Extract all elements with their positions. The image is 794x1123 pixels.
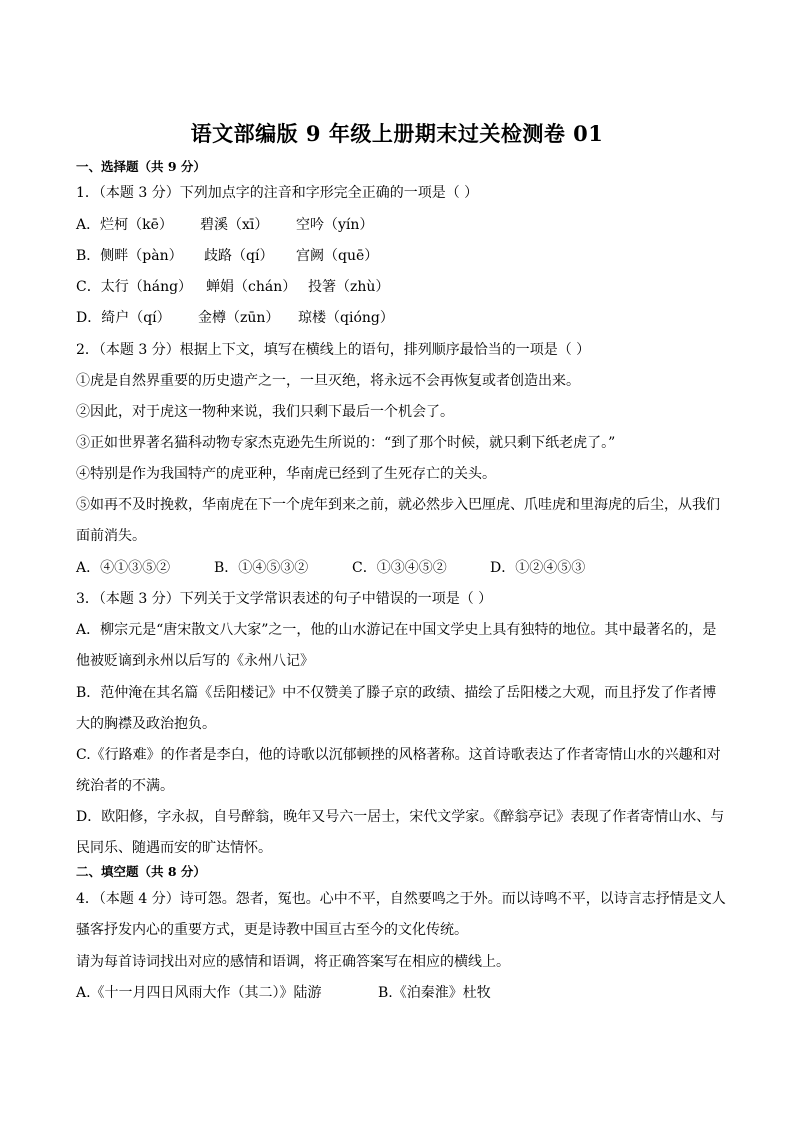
q1-option-a-item-3: 空吟（yín） bbox=[296, 217, 374, 233]
q3-option-a-line-1: A．柳宗元是“唐宋散文八大家”之一，他的山水游记在中国文学史上具有独特的地位。其中最著名的，是 bbox=[76, 622, 717, 638]
q1-option-b-item-2: 歧路（qí） bbox=[204, 248, 274, 264]
page-title: 语文部编版 9 年级上册期末过关检测卷 01 bbox=[190, 121, 604, 146]
q1-option-d-item-2: 金樽（zūn） bbox=[198, 310, 280, 326]
q2-option-b: B．①④⑤③② bbox=[214, 560, 309, 576]
section-heading-fill-in: 二、填空题（共 8 分） bbox=[76, 864, 206, 879]
section-heading-choice: 一、选择题（共 9 分） bbox=[76, 159, 206, 174]
q4-option-a: A.《十一月四日风雨大作（其二）》陆游 bbox=[76, 985, 322, 1001]
q3-option-a-line-2: 他被贬谪到永州以后写的《永州八记》 bbox=[76, 653, 314, 669]
q1-option-c-item-1: C．太行（háng） bbox=[76, 279, 193, 295]
question-1-stem: 1．（本题 3 分）下列加点字的注音和字形完全正确的一项是（ ） bbox=[76, 185, 479, 201]
question-3-stem: 3．（本题 3 分）下列关于文学常识表述的句子中错误的一项是（ ） bbox=[76, 591, 493, 607]
q3-option-b-line-1: B．范仲淹在其名篇《岳阳楼记》中不仅赞美了滕子京的政绩、描绘了岳阳楼之大观，而且抒发了作者博 bbox=[76, 685, 717, 701]
q3-option-d-line-1: D．欧阳修，字永叔，自号醉翁，晚年又号六一居士，宋代文学家。《醉翁亭记》表现了作者寄情山水、与 bbox=[76, 809, 725, 825]
q1-option-d-item-1: D．绮户（qí） bbox=[76, 310, 171, 326]
q1-option-c-item-3: 投箸（zhù） bbox=[308, 279, 390, 295]
q1-option-d-item-3: 琼楼（qióng） bbox=[298, 310, 394, 326]
q3-option-c-line-2: 统治者的不满。 bbox=[76, 778, 174, 794]
q2-option-d: D．①②④⑤③ bbox=[490, 560, 586, 576]
q2-sentence-3: ③正如世界著名猫科动物专家杰克逊先生所说的：“到了那个时候，就只剩下纸老虎了。” bbox=[76, 435, 616, 451]
q3-option-b-line-2: 大的胸襟及政治抱负。 bbox=[76, 716, 216, 732]
q2-sentence-5-line-2: 面前消失。 bbox=[76, 528, 146, 544]
question-4-line-2: 骚客抒发内心的重要方式，更是诗教中国亘古至今的文化传统。 bbox=[76, 922, 468, 938]
q2-sentence-4: ④特别是作为我国特产的虎亚种，华南虎已经到了生死存亡的关头。 bbox=[76, 466, 496, 482]
q2-option-c: C．①③④⑤② bbox=[352, 560, 447, 576]
q3-option-c-line-1: C.《行路难》的作者是李白，他的诗歌以沉郁顿挫的风格著称。这首诗歌表达了作者寄情山水的兴趣和对 bbox=[76, 747, 721, 763]
question-4-instruction: 请为每首诗词找出对应的感情和语调，将正确答案写在相应的横线上。 bbox=[76, 954, 510, 970]
q2-option-a: A．④①③⑤② bbox=[76, 560, 171, 576]
q3-option-d-line-2: 民同乐、随遇而安的旷达情怀。 bbox=[76, 840, 272, 856]
q1-option-a-item-1: A．烂柯（kē） bbox=[76, 217, 173, 233]
q1-option-b-item-1: B．侧畔（pàn） bbox=[76, 248, 183, 264]
q2-sentence-5-line-1: ⑤如再不及时挽救，华南虎在下一个虎年到来之前，就必然步入巴厘虎、爪哇虎和里海虎的后尘，从我们 bbox=[76, 497, 720, 513]
q4-option-b: B.《泊秦淮》杜牧 bbox=[378, 985, 491, 1001]
q1-option-b-item-3: 宫阙（quē） bbox=[296, 248, 379, 264]
q2-sentence-1: ①虎是自然界重要的历史遗产之一，一旦灭绝，将永远不会再恢复或者创造出来。 bbox=[76, 373, 580, 389]
question-4-line-1: 4．（本题 4 分）诗可怨。怨者，冤也。心中不平，自然要鸣之于外。而以诗鸣不平，以诗言志抒情是文人 bbox=[76, 891, 726, 907]
q2-sentence-2: ②因此，对于虎这一物种来说，我们只剩下最后一个机会了。 bbox=[76, 404, 454, 420]
q1-option-a-item-2: 碧溪（xī） bbox=[200, 217, 269, 233]
question-2-stem: 2．（本题 3 分）根据上下文，填写在横线上的语句，排列顺序最恰当的一项是（ ） bbox=[76, 342, 591, 358]
q1-option-c-item-2: 蝉娟（chán） bbox=[206, 279, 297, 295]
